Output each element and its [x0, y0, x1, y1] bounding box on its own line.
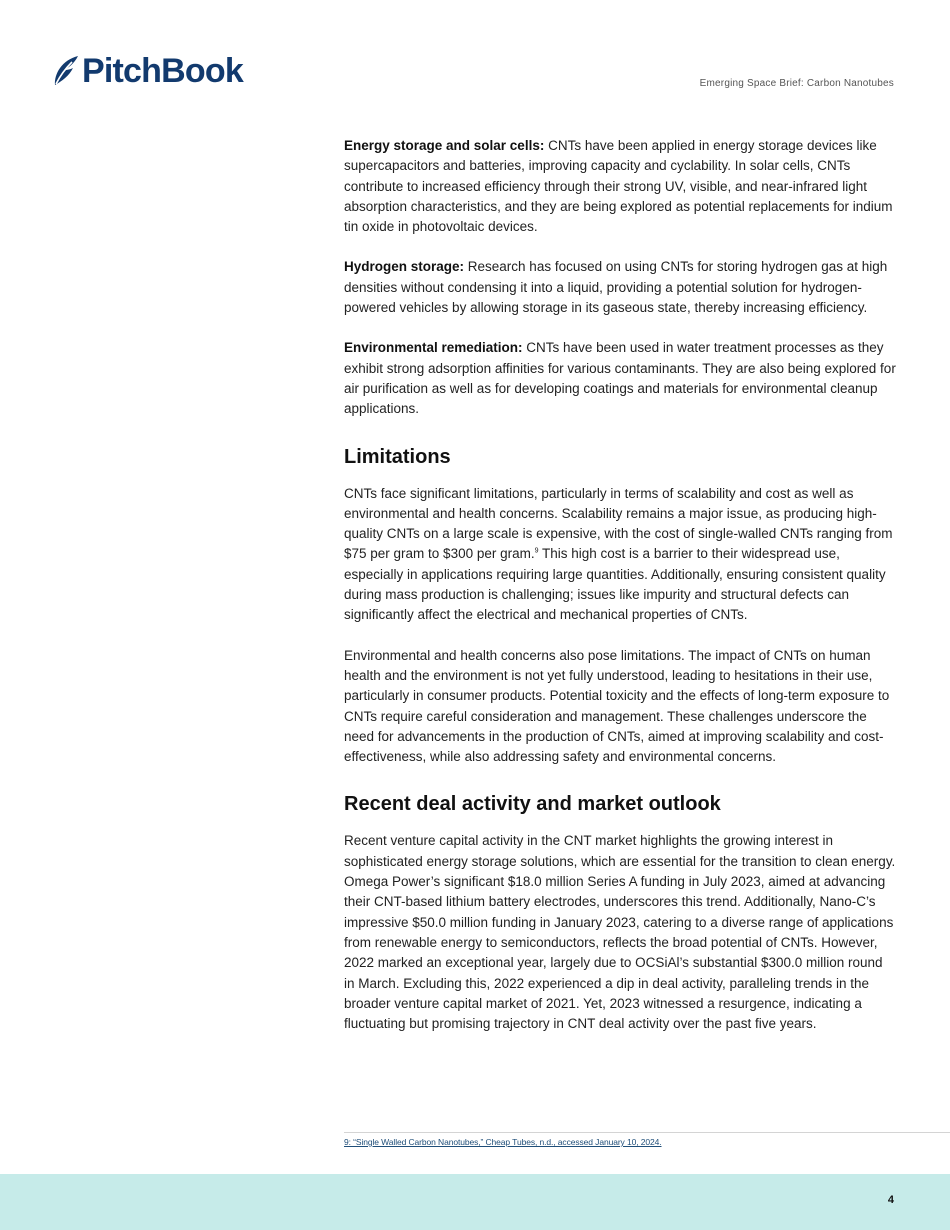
energy-storage-text: CNTs have been applied in energy storage devices like supercapacitors and batteries, improving capacity and cyclability. In solar cells, CNTs contribute to increased efficiency through their strong UV, visible, and near-infrared light absorption characteristics, and they are being explored as potential replacements for indium tin oxide in photovoltaic devices. — [344, 138, 893, 235]
energy-storage-paragraph — [344, 136, 896, 237]
limitations-paragraph-1 — [344, 484, 896, 626]
energy-storage-lead: Energy storage and solar cells: — [344, 138, 545, 153]
pitchbook-leaf-icon — [50, 54, 80, 88]
limitations-heading: Limitations — [344, 445, 451, 468]
pitchbook-logo — [50, 52, 243, 90]
article-body — [344, 136, 896, 1034]
logo-wordmark: PitchBook — [82, 52, 243, 90]
deal-activity-paragraph: Recent venture capital activity in the CNT market highlights the growing interest in sophisticated energy storage solutions, which are essential for the transition to clean energy. Omega Power’s significant $18.0 million Series A funding in July 2023, aimed at advancing their CNT-based lithium battery electrodes, underscores this trend. Additionally, Nano-C’s impressive $50.0 million funding in January 2023, catering to a diverse range of applications from renewable energy to semiconductors, reflects the broad potential of CNTs. However, 2022 marked an exceptional year, largely due to OCSiAl’s substantial $300.0 million round in March. Excluding this, 2022 experienced a dip in deal activity, paralleling trends in the broader venture capital market of 2021. Yet, 2023 witnessed a resurgence, indicating a fluctuating but promising trajectory in CNT deal activity over the past five years. — [344, 833, 896, 1032]
environmental-remediation-text: CNTs have been used in water treatment processes as they exhibit strong adsorption affinities for various contaminants. They are also being explored for air purification as well as for developing coatings and materials for environmental cleanup applications. — [344, 340, 896, 417]
environmental-remediation-paragraph — [344, 338, 896, 419]
limitations-text-after-ref: This high cost is a barrier to their widespread use, especially in applications requiring large quantities. Additionally, ensuring consistent quality during mass production is challenging; issues like impurity and structural defects can significantly affect the electrical and mechanical properties of CNTs. — [344, 546, 886, 623]
deal-activity-heading: Recent deal activity and market outlook — [344, 793, 721, 816]
hydrogen-storage-text: Research has focused on using CNTs for storing hydrogen gas at high densities without condensing it into a liquid, providing a potential solution for hydrogen-powered vehicles by allowing storage in its gaseous state, thereby increasing efficiency. — [344, 259, 888, 316]
footnote-reference-9[interactable]: 9 — [534, 547, 539, 555]
limitations-paragraph-2: Environmental and health concerns also pose limitations. The impact of CNTs on human health and the environment is not yet fully understood, leading to hesitations in their use, particularly in consumer products. Potential toxicity and the effects of long-term exposure to CNTs require careful consideration and management. These challenges underscore the need for advancements in the production of CNTs, aimed at improving scalability and cost-effectiveness, while also addressing safety and environmental concerns. — [344, 647, 890, 765]
hydrogen-storage-lead: Hydrogen storage: — [344, 259, 465, 275]
limitations-text-before-ref: CNTs face significant limitations, particularly in terms of scalability and cost as well as environmental and health concerns. Scalability remains a major issue, as producing high-quality CNTs on a large scale is expensive, with the cost of single-walled CNTs ranging from $75 per gram to $300 per gram. — [344, 485, 893, 562]
running-head: Emerging Space Brief: Carbon Nanotubes — [699, 78, 894, 89]
page-footer — [0, 1174, 950, 1230]
hydrogen-storage-paragraph — [344, 257, 896, 318]
footnote-9-link[interactable]: 9: “Single Walled Carbon Nanotubes,” Cheap Tubes, n.d., accessed January 10, 2024. — [344, 1137, 662, 1147]
page-number: 4 — [887, 1194, 894, 1206]
footnote-divider — [344, 1132, 950, 1133]
environmental-remediation-lead: Environmental remediation: — [344, 340, 523, 356]
